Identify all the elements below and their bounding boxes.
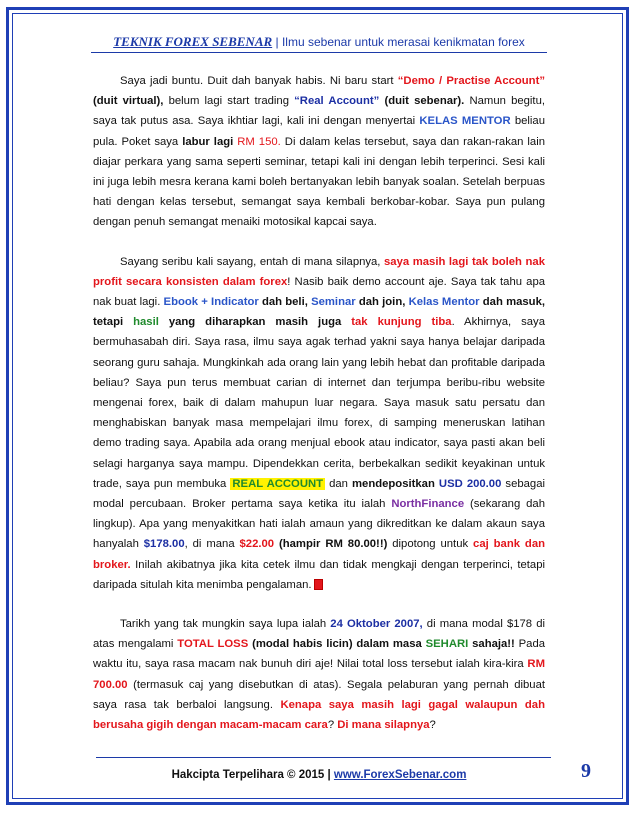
text-run: Kelas Mentor (408, 296, 480, 309)
text-run: belum lagi start trading (163, 95, 295, 108)
text-run: caj bank dan broker. (93, 538, 546, 571)
text-run: Inilah akibatnya jika kita cetek ilmu dan tidak mengkaji dengan terperinci, tetapi daripada situlah kita menimba pengalaman. (93, 558, 545, 591)
text-run: TOTAL LOSS (177, 638, 249, 651)
text-run: yang diharapkan masih juga (168, 316, 342, 329)
text-run: ? (429, 719, 436, 732)
text-run: dan (325, 477, 352, 490)
text-run: labur lagi (182, 135, 234, 148)
text-run: Seminar (311, 296, 356, 309)
text-run: Kenapa saya masih lagi gagal walaupun dah berusaha gigih dengan macam-macam cara (93, 698, 545, 732)
text-run: RM 700.00 (93, 658, 545, 691)
header-title: TEKNIK FOREX SEBENAR (113, 34, 273, 49)
page-header (0, 34, 638, 50)
text-run: Saya jadi buntu. Duit dah banyak habis. Ni baru start (120, 75, 398, 87)
header-separator: | (272, 35, 282, 49)
paragraph-3 (93, 614, 545, 735)
footer-rule (96, 757, 551, 758)
page-footer (0, 769, 638, 781)
paragraph-1 (93, 71, 545, 233)
text-run (341, 316, 351, 328)
text-run: SEHARI (425, 638, 469, 651)
text-run: Sayang seribu kali sayang, entah di mana silapnya, (120, 255, 385, 268)
footer-website-link[interactable]: www.ForexSebenar.com (333, 769, 467, 781)
document-body (93, 71, 545, 754)
text-run: Di dalam kelas tersebut, saya dan rakan-rakan lain diajar perkara yang sama seperti seminar, tetapi kali ini dengan lebih terperinci. Sesi kali ini juga lebih mesra kerana kami boleh bertanyakan lebih banyak soalan. Setelah berpuas hati dengan kelas tersebut, semangat saya kembali berkobar-kobar. Saya pun pulang dengan penuh semangat menaiki motosikal kapcai saya. (93, 135, 545, 229)
text-run: REAL ACCOUNT (232, 477, 324, 490)
text-run: , di mana (184, 538, 240, 551)
text-run: tak kunjung tiba (351, 316, 452, 329)
text-run: hasil (133, 316, 159, 329)
text-run: RM 150. (237, 135, 281, 148)
page-number: 9 (581, 760, 591, 782)
text-run: KELAS MENTOR (419, 115, 511, 128)
text-run: (termasuk caj yang disebutkan di atas). Segala pelaburan yang pernah dibuat saya rasa tak berbaloi langsung. (93, 678, 545, 711)
text-run: beliau pula. Poket saya (93, 115, 546, 148)
text-run: Tarikh yang tak mungkin saya lupa ialah (120, 618, 331, 631)
text-run: Di mana silapnya (337, 719, 430, 732)
text-run: di mana modal $178 di atas mengalami (93, 618, 546, 651)
text-run: “Real Account” (294, 95, 380, 108)
text-run: $178.00 (143, 538, 185, 551)
text-run: saya masih lagi tak boleh nak profit secara konsisten dalam forex (93, 255, 545, 288)
text-run: Namun begitu, saya tak putus asa. Saya ikhtiar lagi, kali ini dengan menyertai (93, 95, 545, 128)
text-run: (duit virtual), (93, 95, 164, 108)
text-run: dipotong untuk (387, 538, 474, 551)
header-subtitle: Ilmu sebenar untuk merasai kenikmatan forex (281, 35, 525, 49)
text-run: . Akhirnya, saya bermuhasabah diri. Saya rasa, ilmu saya agak terhad yakni saya hanya belajar daripada seorang guru sahaja. Mungkinkah ada orang lain yang lebih hebat dan profitable daripada beliau? Saya pun terus membuat carian di internet dan terjumpa beribu-ribu website mengenai forex, baik di dalam mahupun luar negara. Saya masuk satu persatu dan menghabiskan banyak masa mempelajari ilmu forex, di samping meneruskan latihan demo trading saya. Apabila ada orang menjual ebook atau indicator, saya pasti akan beli selagi harganya saya mampu. Dipendekkan cerita, berbekalkan sedikit keyakinan untuk trade, saya pun membuka (93, 316, 545, 490)
text-run: USD 200.00 (438, 477, 502, 490)
text-run: dah beli, (261, 296, 308, 309)
text-run: dah masuk, tetapi (93, 296, 545, 329)
text-run: ? (327, 719, 338, 732)
text-run: 24 Oktober 2007, (330, 618, 423, 631)
text-run: (modal habis licin) dalam masa (252, 638, 422, 651)
text-run: dah join, (358, 296, 406, 309)
text-run (159, 316, 169, 328)
text-run: $22.00 (239, 538, 275, 551)
text-run: mendepositkan (352, 477, 435, 490)
text-run: (duit sebenar). (384, 95, 465, 108)
header-rule (91, 52, 547, 53)
text-run: (hampir RM 80.00!!) (278, 538, 388, 551)
text-run: sahaja!! (472, 638, 515, 651)
text-run: ! Nasib baik demo account aje. Saya tak tahu apa nak buat lagi. (93, 275, 546, 309)
paragraph-2 (93, 252, 545, 595)
text-run: “Demo / Practise Account” (397, 75, 545, 87)
annotation-marker-icon (314, 579, 323, 590)
text-run: NorthFinance (391, 498, 465, 511)
text-run: Ebook + Indicator (163, 296, 259, 309)
footer-copyright: Hakcipta Terpelihara © 2015 | (171, 769, 334, 781)
text-run: (sekarang dah lingkup). Apa yang menyakitkan hati ialah amaun yang dikreditkan ke dalam akaun saya hanyalah (93, 498, 545, 551)
text-run: sebagai modal percubaan. Broker pertama saya ketika itu ialah (93, 477, 545, 511)
text-run: Pada waktu itu, saya rasa macam nak bunuh diri aje! Nilai total loss tersebut ialah kira-kira (93, 638, 546, 671)
